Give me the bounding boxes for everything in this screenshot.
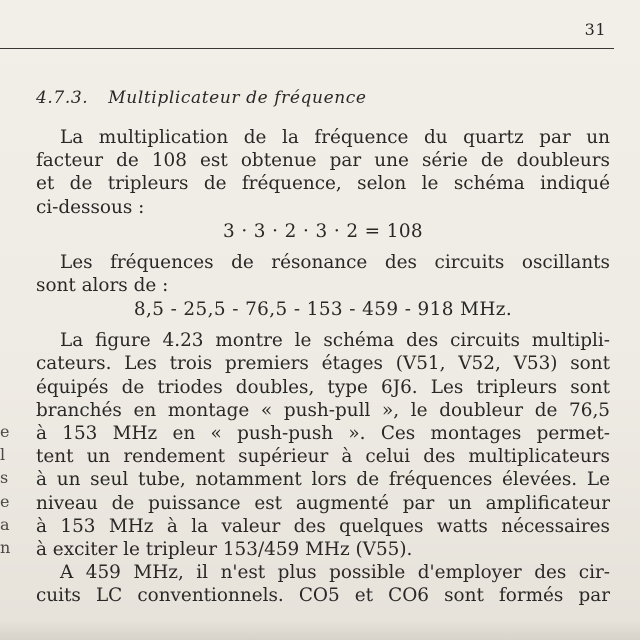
bleed-char: l [0,445,6,465]
text-line: branchés en montage « push-pull », le doubleur de 76,5 [36,399,610,421]
text-line: à un seul tube, notamment lors de fréquences élevées. Le [36,469,610,491]
section-number: 4.7.3. [36,88,89,108]
text-line: cateurs. Les trois premiers étages (V51, V52, V53) sont [36,353,610,375]
text-line: niveau de puissance est augmenté par un amplificateur [36,492,610,514]
text-line: équipés de triodes doubles, type 6J6. Les tripleurs sont [36,376,610,398]
bleed-char: a [0,514,10,534]
header-rule [0,48,614,49]
paragraph-4 [36,561,610,607]
text-line: La multiplication de la fréquence du quartz par un [60,127,610,148]
section-title: Multiplicateur de fréquence [108,88,367,108]
text-line: à 153 MHz à la valeur des quelques watts nécessaires [36,515,610,537]
text-line: facteur de 108 est obtenue par une série de doubleurs [36,150,610,172]
paragraph-1 [36,126,610,219]
bleed-char: n [0,538,11,558]
formula-product: 3 · 3 · 2 · 3 · 2 = 108 [222,220,424,242]
text-line: sont alors de : [36,275,169,297]
text-line: La figure 4.23 montre le schéma des circuits multipli- [60,330,610,352]
text-line: à exciter le tripleur 153/459 MHz (V55). [36,539,413,561]
bleed-char: s [0,468,9,488]
bleed-char: e [0,491,10,511]
page-number: 31 [584,20,606,39]
bleed-char: e [0,422,10,441]
text-line: Les fréquences de résonance des circuits oscillants [60,251,610,273]
text-line: tent un rendement supérieur à celui des multiplicateurs [36,446,610,468]
paragraph-2 [36,251,610,297]
page-bottom-shadow [0,620,640,640]
text-line: A 459 MHz, il n'est plus possible d'employer des cir- [60,562,610,584]
formula-frequencies: 8,5 - 25,5 - 76,5 - 153 - 459 - 918 MHz. [133,299,513,321]
text-line: et de tripleurs de fréquence, selon le schéma indiqué [36,173,610,195]
paragraph-3 [36,329,610,561]
body-text [36,126,610,608]
text-line: à 153 MHz en « push-push ». Ces montages permet- [36,423,610,445]
adjacent-page-bleed [0,420,12,559]
section-heading [36,88,367,108]
text-line: ci-dessous : [36,196,145,218]
text-line: cuits LC conventionnels. CO5 et CO6 sont formés par [36,585,610,607]
